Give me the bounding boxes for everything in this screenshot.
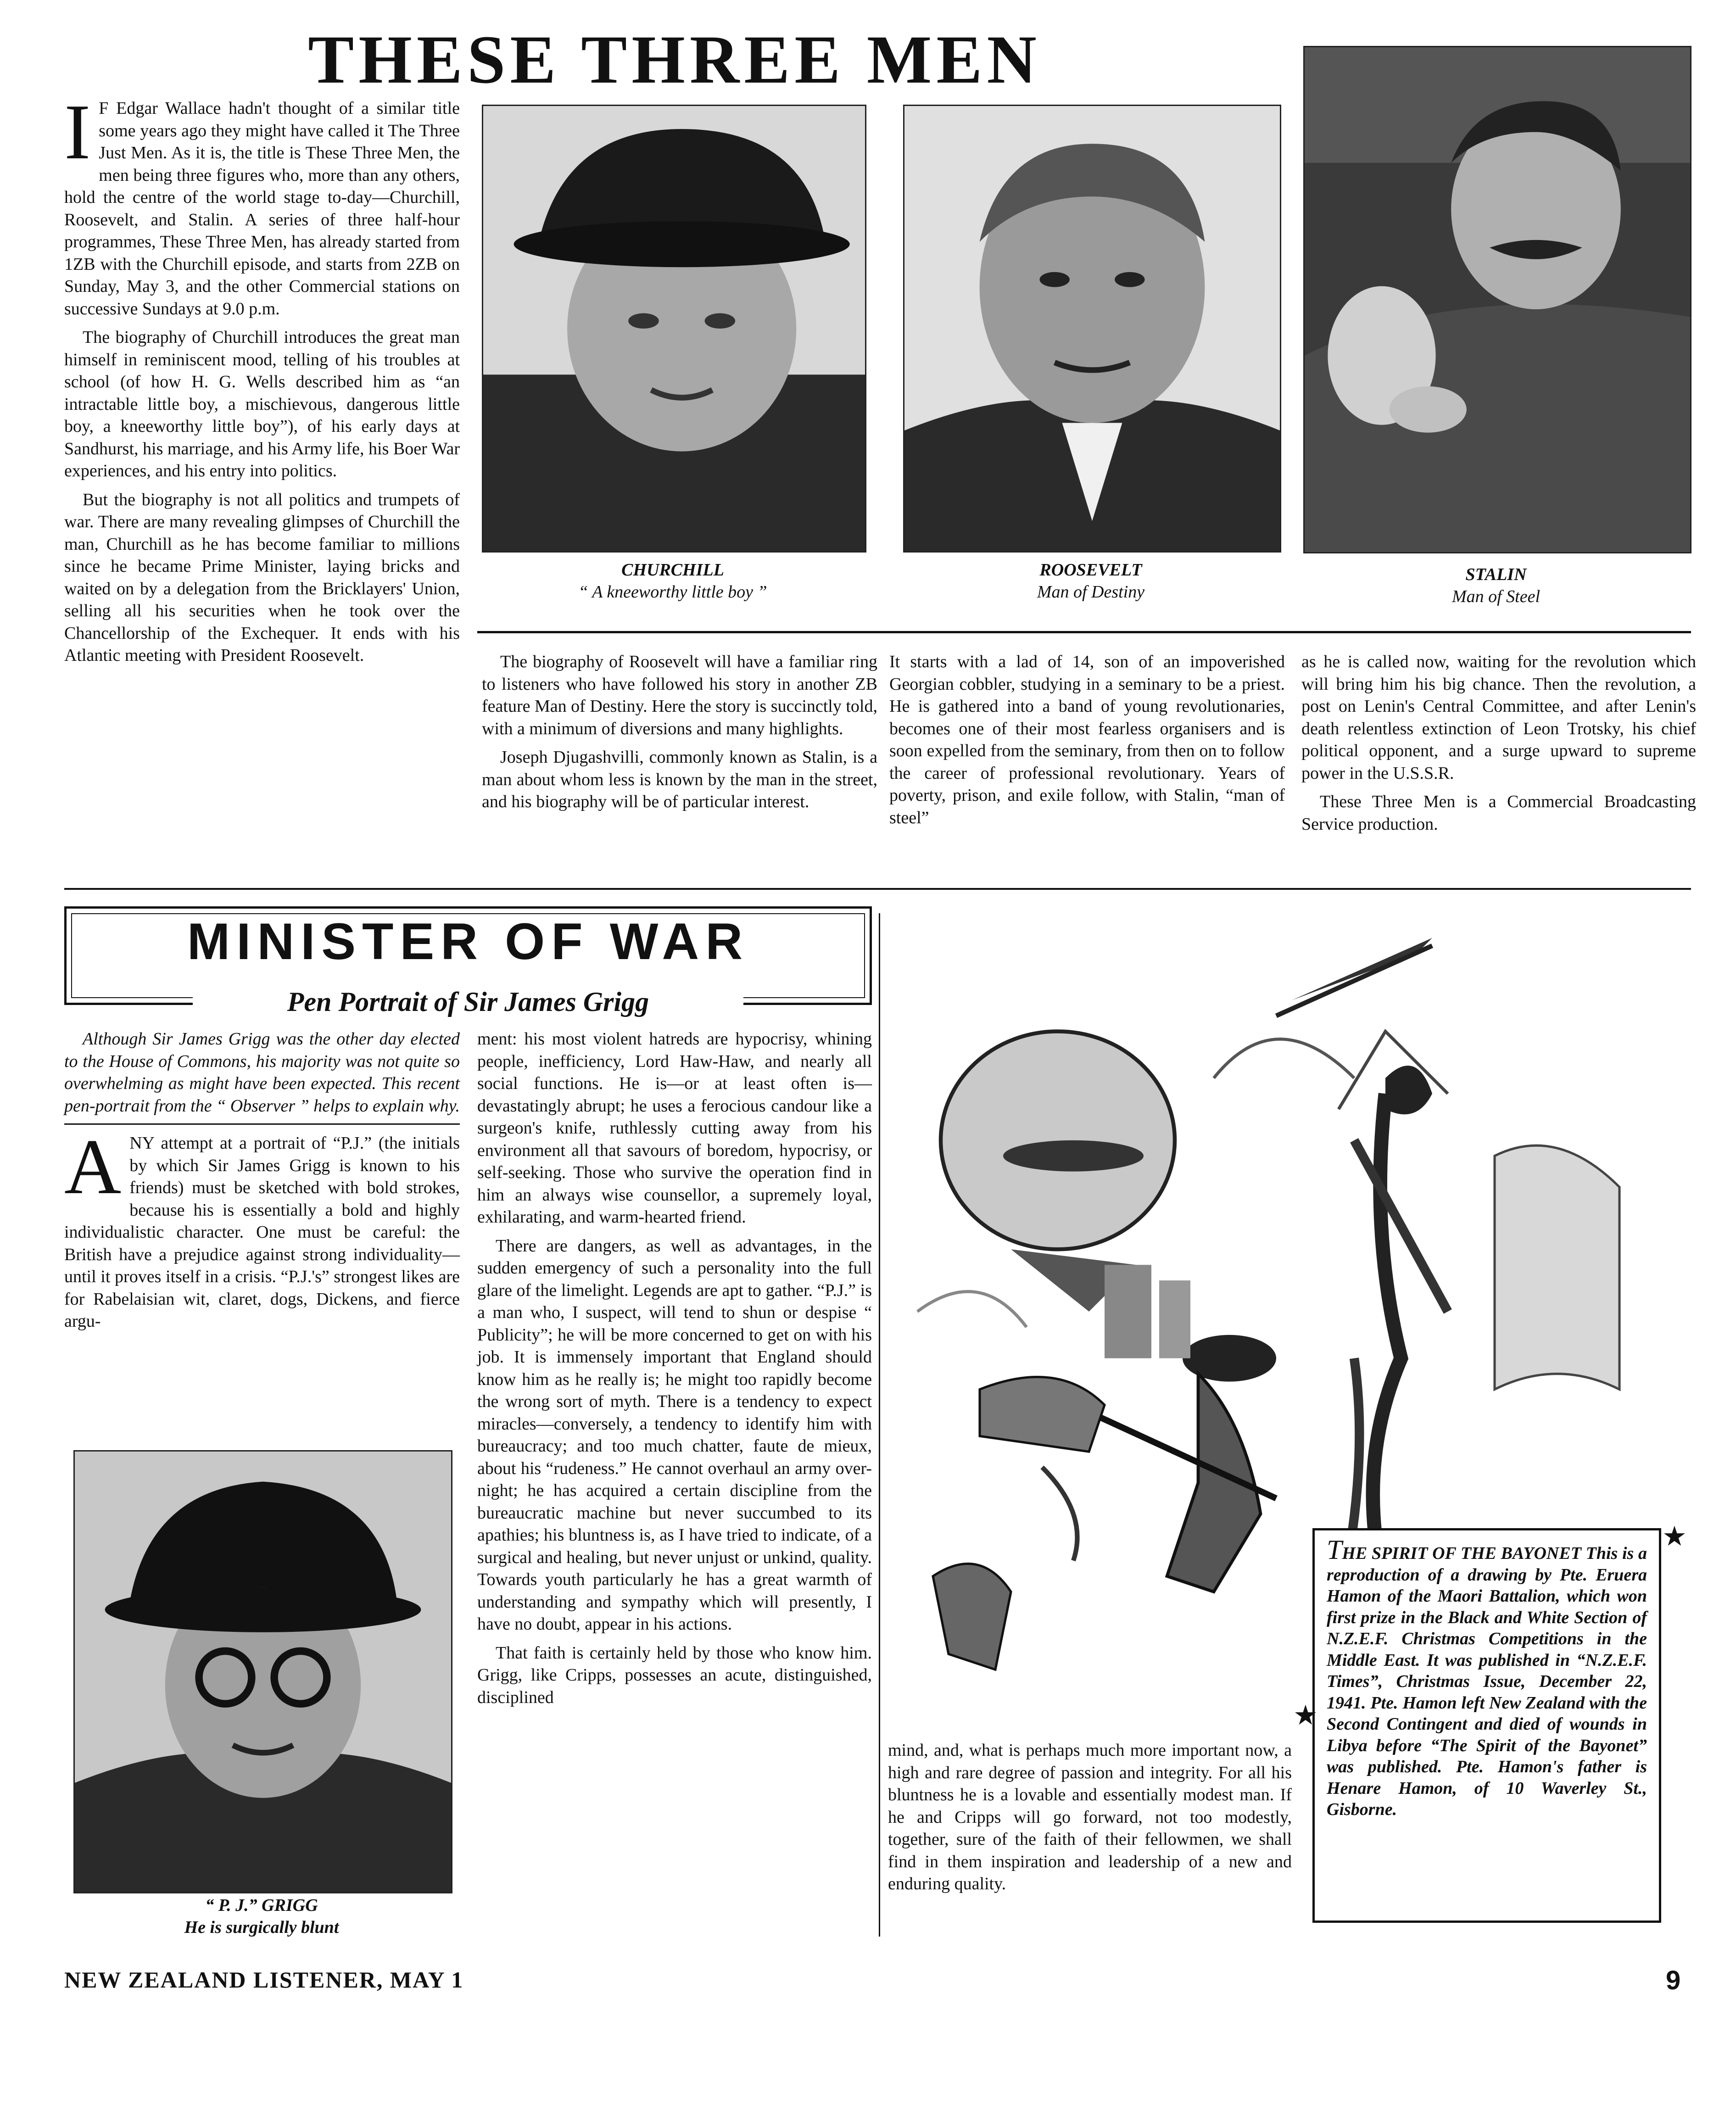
column-divider (879, 913, 880, 1937)
headline-minister-of-war: MINISTER OF WAR (187, 913, 749, 970)
caption-name: CHURCHILL (621, 560, 724, 580)
caption-grigg (73, 1894, 450, 1938)
article1-paragraph: But the biography is not all politics and trumpets of war. There are many revealing glimpses of Churchill the man, Churchill as he has become familiar to millions since he became Prime Minister, laying bricks and waited on by a delegation from the Bricklayers' Union, selling all his securities when he took over the Chancellorship of the Exchequer. It ends with his Atlantic meeting with President Roosevelt. (64, 490, 460, 665)
article1-column-1 (64, 89, 460, 673)
subhead-pen-portrait: Pen Portrait of Sir James Grigg (193, 986, 743, 1018)
article2-paragraph: NY attempt at a portrait of “P.J.” (the initials by which Sir James Grigg is known to his friends) must be sketched with bold strokes, because his is essentially a bold and highly individualistic character. One must be careful: the British have a prejudice against strong individuality—until it proves itself in a crisis. “P.J.'s” strongest likes are for Rabelaisian wit, claret, dogs, Dickens, and fierce argu- (64, 1133, 460, 1331)
article1-paragraph: The biography of Churchill introduces the great man himself in reminiscent mood, telling of his troubles at school (of how H. G. Wells described him as “an intractable little boy, a mischievous, dangerous little boy, a kneeworthy little boy”), of his early days at Sandhurst, his marriage, and his Army life, his Boer War experiences, and his entry into politics. (64, 328, 460, 480)
article1-paragraph: as he is called now, waiting for the revolution which will bring him his big chance. Then the revolution, a post on Lenin's Central Committee, and after Lenin's death relentless extinction of Leon Trotsky, his chief political opponent, and a surge upward to supreme power in the U.S.S.R. (1301, 652, 1696, 783)
caption-name: ROOSEVELT (1039, 560, 1142, 580)
article2-paragraph: mind, and, what is perhaps much more important now, a high and rare degree of passion and integrity. For all his bluntness he is a lovable and essentially modest man. If he and Cripps will go forward, not too modestly, together, sure of the faith of their fellowmen, we shall find in them inspiration and leadership of a new and enduring quality. (888, 1741, 1292, 1893)
dropcap-i: I (64, 89, 91, 176)
article1-column-3 (889, 651, 1285, 835)
article1-column-4 (1301, 651, 1696, 842)
intro-divider (64, 1123, 460, 1125)
article1-paragraph: It starts with a lad of 14, son of an impoverished Georgian cobbler, studying in a seminary to be a priest. He is gathered into a band of young revolutionaries, becomes one of their most fearless organisers and is soon expelled from the seminary, from then on to follow the career of professional revolutionary. Years of poverty, prison, and exile follow, with Stalin, “man of steel” (889, 652, 1285, 827)
article1-paragraph: The biography of Roosevelt will have a familiar ring to listeners who have followed his story in another ZB feature Man of Destiny. Here the story is succinctly told, with a minimum of diversions and many highlights. (482, 652, 877, 738)
spirit-of-the-bayonet-box (1312, 1528, 1661, 1923)
publication-line: NEW ZEALAND LISTENER, MAY 1 (64, 1967, 464, 1993)
churchill-photo (482, 105, 866, 553)
article2-intro: Although Sir James Grigg was the other day elected to the House of Commons, his majority was not quite so overwhelming as might have been expected. This recent pen-portrait from the “ Observer ” helps to explain why. (64, 1029, 460, 1116)
roosevelt-photo (903, 105, 1281, 553)
article1-column-2 (482, 651, 877, 820)
caption-subtitle: He is surgically blunt (184, 1918, 339, 1937)
star-ornament-icon: ★ (1293, 1700, 1318, 1731)
dropcap-a: A (64, 1123, 122, 1211)
caption-stalin (1303, 564, 1689, 608)
grigg-photo (73, 1450, 452, 1893)
article2-column-3 (888, 1739, 1292, 1902)
section-divider (64, 888, 1691, 890)
article1-paragraph: F Edgar Wallace hadn't thought of a similar title some years ago they might have called it The Three Just Men. As it is, the title is These Three Men, the men being three figures who, more than any others, hold the centre of the world stage to-day—Churchill, Roosevelt, and Stalin. A series of three half-hour programmes, These Three Men, has already started from 1ZB with the Churchill episode, and starts from 2ZB on Sunday, May 3, and the other Commercial stations on successive Sundays at 9.0 p.m. (64, 99, 460, 318)
caption-roosevelt (903, 559, 1278, 603)
spirit-cap-letter: T (1327, 1535, 1342, 1565)
star-ornament-icon: ★ (1662, 1521, 1687, 1552)
stalin-photo (1303, 46, 1691, 553)
article2-column-1 (64, 1028, 460, 1339)
article2-column-2 (477, 1028, 872, 1715)
caption-churchill (482, 559, 864, 603)
caption-subtitle: Man of Steel (1451, 587, 1541, 606)
article2-paragraph: ment: his most violent hatreds are hypocrisy, whining people, inefficiency, Lord Haw-Haw, and nearly all social functions. He is—or at least often is—devastatingly abrupt; he uses a ferocious candour like a surgeon's knife, ruthlessly cutting away from his environment all that savours of boredom, hypocrisy, or self-seeking. Those who survive the operation find in him an always wise counsellor, a supremely loyal, exhilarating, and warm-hearted friend. (477, 1029, 872, 1227)
caption-subtitle: “ A kneeworthy little boy ” (578, 582, 767, 602)
caption-name: “ P. J.” GRIGG (205, 1896, 318, 1915)
rule-under-photos (477, 631, 1691, 633)
footer-publication (64, 1966, 463, 1993)
article2-paragraph: That faith is certainly held by those who know him. Grigg, like Cripps, possesses an acute, distinguished, disciplined (477, 1643, 872, 1707)
headline-these-three-men: THESE THREE MEN (308, 22, 1041, 98)
article2-paragraph: There are dangers, as well as advantages, in the sudden emergency of such a personality into the full glare of the limelight. Legends are apt to gather. “P.J.” is a man who, I suspect, will tend to shun or despise “ Publicity”; he will be more concerned to get on with his job. It is immensely important that England should know him as he really is; he might too rapidly become the wrong sort of myth. There is a tendency to expect miracles—conversely, a tendency to identify him with bureaucracy; and too much chatter, faute de mieux, about his “rudeness.” He cannot overhaul an army over-night; he has acquired a certain discipline from the bureaucratic machine but never succumbed to its apathies; his bluntness is, as I have tried to indicate, of a surgical and healing, but never unjust or unkind, quality. Towards youth particularly he has a great warmth of understanding and sympathy which will presently, I have no doubt, appear in his actions. (477, 1236, 872, 1634)
article1-paragraph: These Three Men is a Commercial Broadcasting Service production. (1301, 792, 1696, 834)
page-number: 9 (1666, 1965, 1681, 1995)
article1-paragraph: Joseph Djugashvilli, commonly known as Stalin, is a man about whom less is known by the man in the street, and his biography will be of particular interest. (482, 748, 877, 811)
caption-subtitle: Man of Destiny (1037, 582, 1145, 602)
spirit-caption-text: HE SPIRIT OF THE BAYONET This is a reproduction of a drawing by Pte. Eruera Hamon of the Maori Battalion, which won first prize in the Black and White Section of N.Z.E.F. Christmas Competitions in the Middle East. It was published in “N.Z.E.F. Times”, Christmas Issue, December 22, 1941. Pte. Hamon left New Zealand with the Second Contingent and died of wounds in Libya before “The Spirit of the Bayonet” was published. Pte. Hamon's father is Henare Hamon, of 10 Waverley St., Gisborne. (1327, 1544, 1647, 1819)
caption-name: STALIN (1465, 565, 1527, 584)
